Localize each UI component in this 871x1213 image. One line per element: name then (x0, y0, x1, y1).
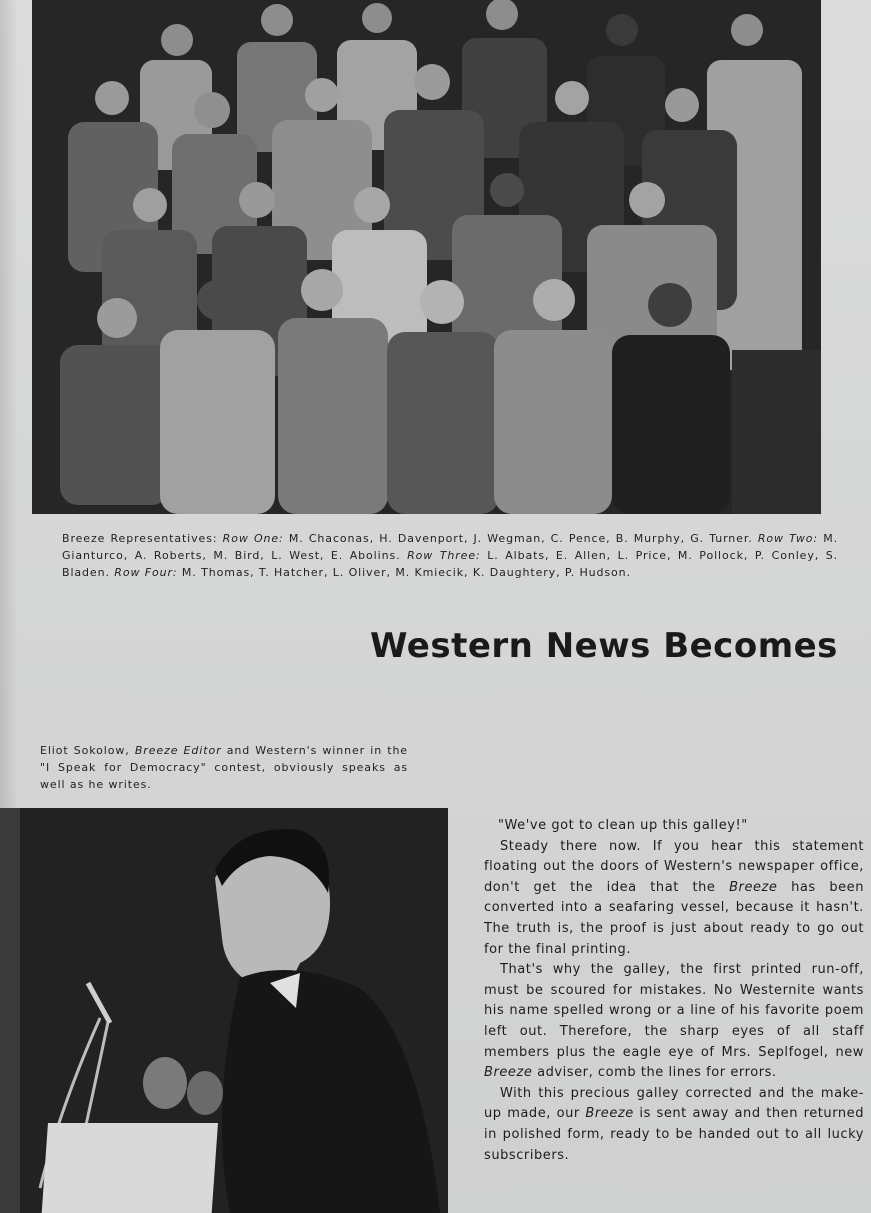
editor-role: Breeze Editor (134, 744, 222, 757)
row-two-names: M. Gianturco, A. Roberts, M. Bird, L. West, E. Abolins. (62, 532, 838, 562)
p2-breeze: Breeze (484, 1065, 533, 1081)
row-one-names: M. Chaconas, H. Davenport, J. Wegman, C. Pence, B. Murphy, G. Turner. (288, 532, 753, 545)
row-three-names: L. Albats, E. Allen, L. Price, M. Pollock, P. Conley, S. Bladen. (62, 549, 838, 579)
editor-caption-rest: and Western's winner in the "I Speak for Democracy" contest, obviously speaks as well as he writes. (40, 744, 408, 791)
p3-text-b: is sent away and then returned in polished form, ready to be handed out to all lucky subscribers. (484, 1106, 865, 1163)
caption-lead: Breeze Representatives: (62, 532, 218, 545)
p1-text-a: Steady there now. If you hear this statement floating out the doors of Western's newspaper office, don't get the idea that the (484, 838, 864, 895)
article-paragraph-2 (484, 960, 864, 1084)
article-paragraph-1 (484, 837, 864, 961)
article-headline: Western News Becomes (370, 626, 838, 666)
editor-photo (0, 808, 448, 1213)
article-body (484, 816, 864, 1166)
p3-text-a: With this precious galley corrected and the make-up made, our (484, 1085, 864, 1122)
p2-text-a: That's why the galley, the first printed run-off, must be scoured for mistakes. No Westernite wants his name spelled wrong or a line of his favorite poem left out. Therefore, the sharp eyes of all staff members plus the eagle eye of Mrs. Seplfogel, new (484, 962, 864, 1060)
row-two-label: Row Two: (757, 532, 818, 545)
group-photo (32, 0, 821, 514)
row-one-label: Row One: (222, 532, 284, 545)
p1-text-b: has been converted into a seafaring vessel, because it hasn't. The truth is, the proof is just about ready to go out for the final printing. (484, 879, 865, 957)
p2-text-b: adviser, comb the lines for errors. (537, 1065, 777, 1081)
group-photo-caption (62, 530, 838, 581)
p1-breeze: Breeze (729, 879, 778, 895)
row-four-names: M. Thomas, T. Hatcher, L. Oliver, M. Kmiecik, K. Daughtery, P. Hudson. (181, 566, 631, 579)
p3-breeze: Breeze (585, 1106, 634, 1122)
editor-name: Eliot Sokolow, (40, 744, 130, 757)
article-paragraph-3 (484, 1084, 864, 1166)
row-four-label: Row Four: (114, 566, 178, 579)
article-quote: "We've got to clean up this galley!" (498, 818, 748, 833)
row-three-label: Row Three: (407, 549, 481, 562)
editor-photo-caption (40, 742, 408, 793)
